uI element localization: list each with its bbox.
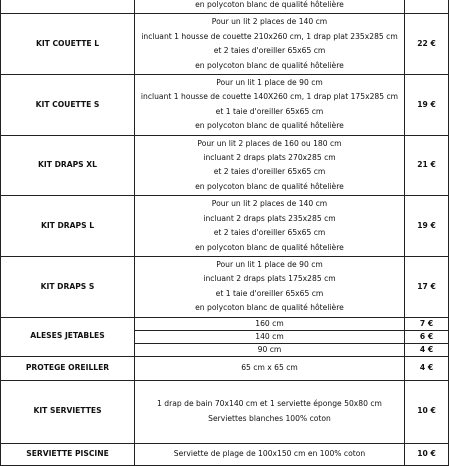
table-row <box>1 380 449 443</box>
product-name: KIT DRAPS L <box>1 196 135 257</box>
table-row <box>1 135 449 196</box>
product-name: SERVIETTE PISCINE <box>1 443 135 465</box>
product-name: KIT DRAPS XL <box>1 135 135 196</box>
description-line: en polycoton blanc de qualité hôtelière <box>195 121 344 131</box>
description-line: et 1 taie d'oreiller 65x65 cm <box>215 106 324 116</box>
product-name: ALESES JETABLES <box>1 317 135 356</box>
product-name: KIT DRAPS S <box>1 256 135 317</box>
table-row <box>1 317 449 330</box>
product-description <box>135 196 405 257</box>
table-row <box>1 256 449 317</box>
product-price: 7 € <box>405 317 449 330</box>
table-row <box>1 356 449 380</box>
product-description: 65 cm x 65 cm <box>135 356 405 380</box>
product-price: 4 € <box>405 343 449 356</box>
table-row <box>1 443 449 465</box>
product-description <box>135 380 405 443</box>
product-price: 6 € <box>405 330 449 343</box>
product-name: PROTEGE OREILLER <box>1 356 135 380</box>
product-price: 21 € <box>405 135 449 196</box>
description-line: incluant 1 housse de couette 140X260 cm, 1 drap plat 175x285 cm <box>140 92 399 102</box>
description-line: et 1 taie d'oreiller 65x65 cm <box>215 288 324 298</box>
description-line: en polycoton blanc de qualité hôtelière <box>195 60 344 70</box>
product-description <box>135 135 405 196</box>
product-name: KIT SERVIETTES <box>1 380 135 443</box>
product-price: 10 € <box>405 443 449 465</box>
size-option: 160 cm <box>135 317 405 330</box>
table-row <box>1 0 449 14</box>
product-price: 10 € <box>405 380 449 443</box>
description-line: Serviettes blanches 100% coton <box>208 413 331 423</box>
product-price: 4 € <box>405 356 449 380</box>
description-line: incluant 1 housse de couette 210x260 cm, 1 drap plat 235x285 cm <box>141 31 398 41</box>
description-line: et 2 taies d'oreiller 65x65 cm <box>213 167 326 177</box>
product-description <box>135 256 405 317</box>
description-line: incluant 2 draps plats 235x285 cm <box>203 213 336 223</box>
description-line: Pour un lit 1 place de 90 cm <box>216 78 323 88</box>
table-row <box>1 196 449 257</box>
product-description <box>135 75 405 136</box>
product-description <box>135 0 405 14</box>
description-line: Pour un lit 2 places de 160 ou 180 cm <box>197 138 342 148</box>
size-option: 90 cm <box>135 343 405 356</box>
product-price: 19 € <box>405 196 449 257</box>
description-line: en polycoton blanc de qualité hôtelière <box>195 303 344 313</box>
description-line: en polycoton blanc de qualité hôtelière <box>195 242 344 252</box>
description-line: et 2 taies d'oreiller 65x65 cm <box>213 228 326 238</box>
product-price <box>405 0 449 14</box>
table-row <box>1 75 449 136</box>
product-description <box>135 14 405 75</box>
product-price: 17 € <box>405 256 449 317</box>
description-line: en polycoton blanc de qualité hôtelière <box>195 0 344 9</box>
product-price: 22 € <box>405 14 449 75</box>
description-line: incluant 2 draps plats 175x285 cm <box>203 274 336 284</box>
size-option: 140 cm <box>135 330 405 343</box>
table-row <box>1 14 449 75</box>
product-name: KIT COUETTE L <box>1 14 135 75</box>
description-line: Pour un lit 1 place de 90 cm <box>216 259 323 269</box>
description-line: incluant 2 draps plats 270x285 cm <box>203 153 336 163</box>
product-description: Serviette de plage de 100x150 cm en 100% coton <box>135 443 405 465</box>
description-line: et 2 taies d'oreiller 65x65 cm <box>213 46 326 56</box>
description-line: Pour un lit 2 places de 140 cm <box>211 17 328 27</box>
product-name: KIT COUETTE S <box>1 75 135 136</box>
product-name <box>1 0 135 14</box>
product-price: 19 € <box>405 75 449 136</box>
description-line: en polycoton blanc de qualité hôtelière <box>195 181 344 191</box>
description-line: 1 drap de bain 70x140 cm et 1 serviette éponge 50x80 cm <box>157 399 382 409</box>
description-line: Pour un lit 2 places de 140 cm <box>211 199 328 209</box>
